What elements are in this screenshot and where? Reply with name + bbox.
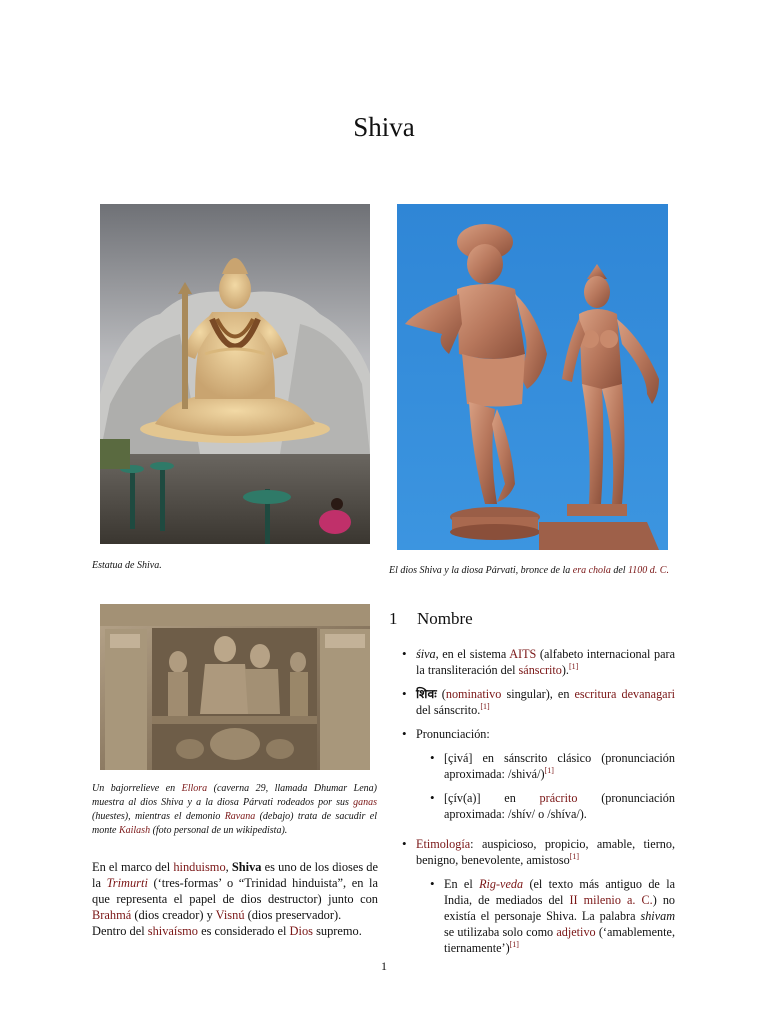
list-item bbox=[416, 726, 675, 822]
item-text: ) no existía el personaje Shiva. La palabra bbox=[444, 893, 676, 923]
reference-link[interactable]: [1] bbox=[544, 766, 554, 775]
reference-link[interactable]: [1] bbox=[568, 662, 579, 671]
link-1100[interactable]: 1100 d. C. bbox=[628, 565, 669, 576]
item-text: ). bbox=[561, 663, 569, 677]
paragraph-text: En el marco del bbox=[92, 860, 174, 874]
shiva-bold: Shiva bbox=[231, 860, 262, 874]
list-item bbox=[416, 836, 675, 956]
list-item bbox=[444, 750, 675, 782]
statue-illustration bbox=[100, 204, 370, 544]
paragraph-text: (dios creador) y bbox=[131, 908, 216, 922]
paragraph-text: , bbox=[225, 860, 232, 874]
link-dios[interactable]: Dios bbox=[289, 924, 313, 938]
link-hinduismo[interactable]: hinduismo bbox=[173, 860, 226, 874]
link-aits[interactable]: AITS bbox=[509, 647, 537, 661]
link-ii-milenio[interactable]: II milenio a. C. bbox=[569, 893, 653, 907]
section-number: 1 bbox=[389, 609, 398, 628]
link-sanscrito[interactable]: sánscrito bbox=[518, 663, 562, 677]
ellora-relief-image[interactable] bbox=[100, 604, 370, 770]
shiva-parvati-bronze-image[interactable] bbox=[397, 204, 668, 550]
list-item bbox=[444, 876, 675, 956]
item-text: (alfabeto internacional para la transliteración del bbox=[416, 647, 675, 677]
section-title: Nombre bbox=[417, 609, 473, 628]
list-item bbox=[416, 686, 675, 718]
link-ganas[interactable]: ganas bbox=[353, 797, 377, 808]
link-pracrito[interactable]: prácrito bbox=[539, 791, 578, 805]
paragraph-text: es uno de los dioses de la bbox=[92, 860, 378, 890]
caption-text: (huestes), mientras el demonio bbox=[92, 811, 225, 822]
paragraph-text: supremo. bbox=[312, 924, 362, 938]
item-text: : auspicioso, propicio, amable, tierno, benigno, benevolente, amistoso bbox=[416, 837, 675, 867]
page-number: 1 bbox=[381, 959, 387, 973]
list-item bbox=[444, 790, 675, 822]
shiva-statue-image[interactable] bbox=[100, 204, 370, 544]
nombre-list bbox=[416, 646, 675, 956]
item-text: singular), en bbox=[501, 687, 575, 701]
bronze-illustration bbox=[397, 204, 668, 550]
link-brahma[interactable]: Brahmá bbox=[92, 908, 132, 922]
link-trimurti[interactable]: Trimurti bbox=[106, 876, 148, 890]
relief-illustration bbox=[100, 604, 370, 770]
link-shivaismo[interactable]: shivaísmo bbox=[147, 924, 199, 938]
item-text: (‘amablemente, tiernamente’) bbox=[444, 925, 675, 955]
item-text: Pronunciación: bbox=[416, 727, 490, 741]
link-ravana[interactable]: Ravana bbox=[224, 811, 256, 822]
caption-text: (foto personal de un wikipedista). bbox=[150, 825, 288, 836]
section-heading-nombre bbox=[389, 609, 473, 629]
item-text: , en el sistema bbox=[435, 647, 510, 661]
link-rig-veda[interactable]: Rig-veda bbox=[479, 877, 524, 891]
item-text: [çivá] en sánscrito clásico (pronunciación aproximada: /shivá/) bbox=[444, 751, 675, 781]
page-title: Shiva bbox=[353, 112, 415, 142]
shivam-term: shivam bbox=[640, 909, 675, 923]
link-escritura-devanagari[interactable]: escritura devanagari bbox=[574, 687, 676, 701]
pronunciation-sublist bbox=[444, 750, 675, 822]
relief-caption bbox=[92, 782, 377, 838]
list-item bbox=[416, 646, 675, 678]
item-text: En el bbox=[444, 877, 480, 891]
iast-term: śiva bbox=[416, 647, 436, 661]
caption-text: (debajo) trata de sacudir el monte bbox=[92, 811, 377, 836]
intro-paragraph-1 bbox=[92, 859, 378, 923]
etymology-sublist bbox=[444, 876, 675, 956]
reference-link[interactable]: [1] bbox=[509, 940, 519, 949]
item-text: del sánscrito. bbox=[416, 703, 481, 717]
item-text: (pronunciación aproximada: /shív/ o /shíva/). bbox=[444, 791, 675, 821]
link-ellora[interactable]: Ellora bbox=[181, 783, 208, 794]
item-text: ( bbox=[436, 687, 446, 701]
link-etimologia[interactable]: Etimología bbox=[416, 837, 471, 851]
link-era-chola[interactable]: era chola bbox=[572, 565, 611, 576]
paragraph-text: es considerado el bbox=[198, 924, 290, 938]
paragraph-text: (‘tres-formas’ o “Trinidad hinduista”, en la que representa el papel de dios destructor) junto con bbox=[92, 876, 379, 906]
link-kailash[interactable]: Kailash bbox=[118, 825, 151, 836]
devanagari-term: शिवः bbox=[416, 687, 437, 701]
intro-paragraph-2 bbox=[92, 923, 378, 939]
link-nominativo[interactable]: nominativo bbox=[445, 687, 502, 701]
paragraph-text: Dentro del bbox=[92, 924, 148, 938]
link-visnu[interactable]: Visnú bbox=[215, 908, 245, 922]
reference-link[interactable]: [1] bbox=[569, 852, 579, 861]
statue-caption: Estatua de Shiva. bbox=[92, 560, 162, 571]
item-text: se utilizaba solo como bbox=[444, 925, 557, 939]
caption-text: El dios Shiva y la diosa Párvati, bronce de la bbox=[389, 565, 573, 576]
item-text: (el texto más antiguo de la India, de mediados del bbox=[444, 877, 675, 907]
bronze-caption bbox=[389, 564, 679, 578]
reference-link[interactable]: [1] bbox=[480, 702, 490, 711]
caption-text: del bbox=[610, 565, 629, 576]
link-adjetivo[interactable]: adjetivo bbox=[556, 925, 596, 939]
item-text: [çív(a)] en bbox=[444, 791, 540, 805]
caption-text: Un bajorrelieve en bbox=[92, 783, 182, 794]
paragraph-text: (dios preservador). bbox=[244, 908, 342, 922]
caption-text: (caverna 29, llamada Dhumar Lena) muestra al dios Shiva y a la diosa Párvati rodeados por sus bbox=[92, 783, 377, 808]
